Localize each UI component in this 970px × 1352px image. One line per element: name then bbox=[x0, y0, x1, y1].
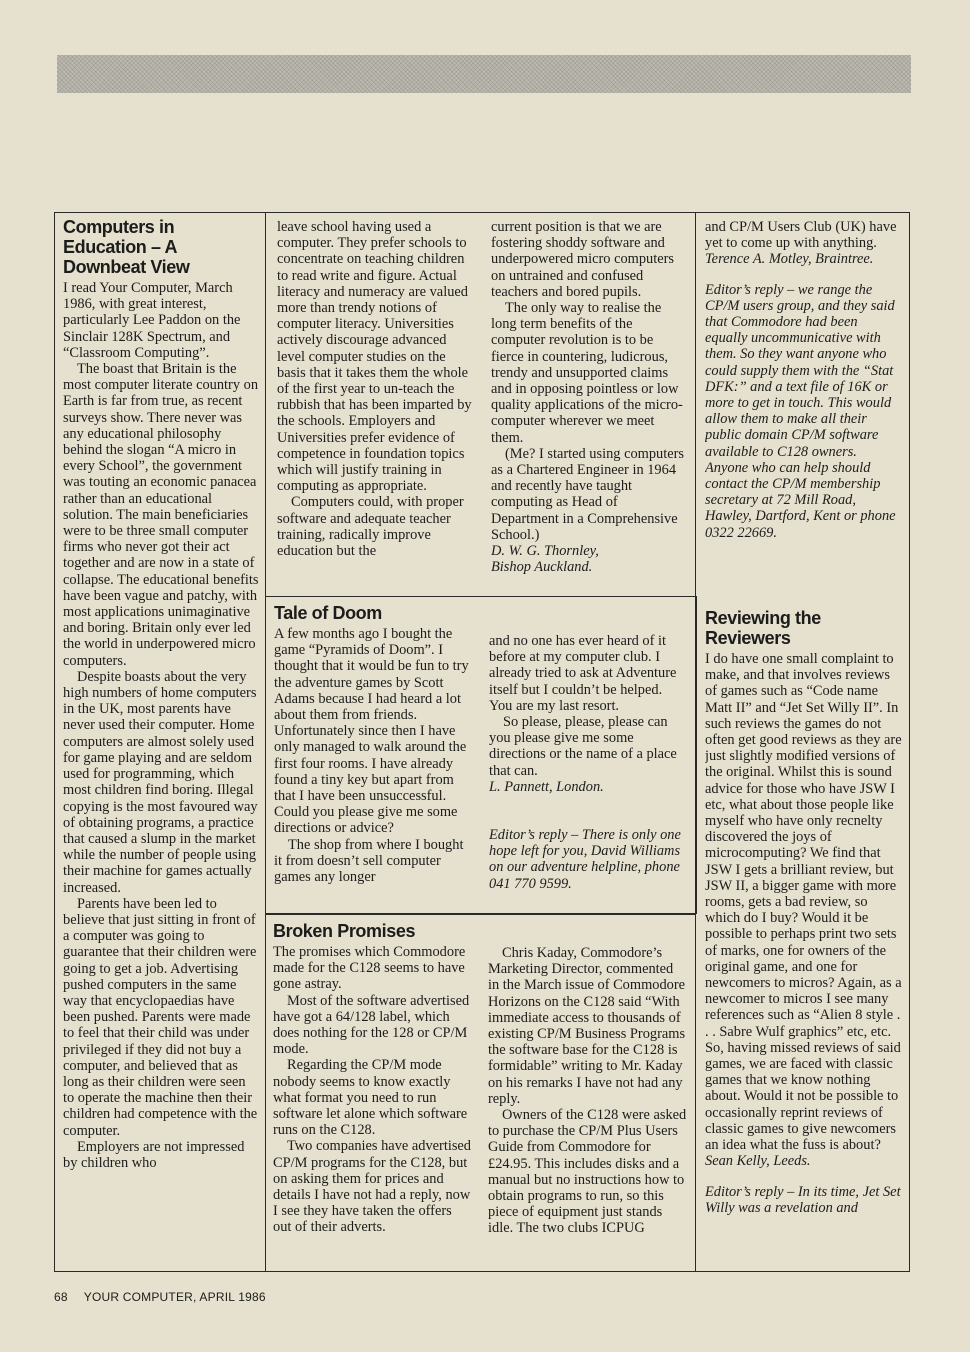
tale-of-doom-col1 bbox=[274, 603, 474, 907]
editor-reply: Editor’s reply – we range the CP/M users group, and they said that Commodore had been equally uncommunicative with them. So they want anyone who could supply them with the “Stat DFK:” and a text file of 16K or more to get in touch. This would allow them to make all their public domain CP/M software available to C128 owners. bbox=[705, 281, 895, 460]
letter-signature: Sean Kelly, Leeds. bbox=[705, 1153, 811, 1170]
paragraph: The shop from where I bought it from doesn’t sell computer games any longer bbox=[274, 836, 464, 886]
editor-reply: Editor’s reply – In its time, Jet Set Willy was a revelation and bbox=[705, 1183, 901, 1216]
paragraph: current position is that we are fostering shoddy software and underpowered micro computers on untrained and confused teachers and bored pupils. bbox=[491, 219, 675, 300]
page-number: 68 bbox=[54, 1290, 68, 1304]
paragraph: and CP/M Users Club (UK) have yet to come up with anything. bbox=[705, 219, 897, 252]
paragraph: The promises which Commodore made for the C128 seems to have gone astray. bbox=[273, 944, 466, 993]
paragraph: I do have one small complaint to make, and that involves reviews of games such as “Code name Matt II” and “Jet Set Willy II”. In such reviews the games do not often get good reviews as they are just slightly modified versions of the original. Whilst this is sound advice for those who have JSW I etc, what about those people like myself who have only recnelty discovered the joys of microcomputing? We find that JSW I gets a brilliant review, but JSW II, a bigger game with more rooms, gets a bad review, so which do I buy? Would it be possible to perhaps print two sets of marks, one for owners of the original game, and one for newcomers to micros? Again, as a newcomer to micros I see many references such as “Alien 8 style . . . Sabre Wulf graphics” etc, etc. So, having missed reviews of said games, we are faced with classic games that we know nothing about. Would it not be possible to occasionally reprint reviews of classic games to give newcomers an idea what the fuss is about? bbox=[705, 651, 902, 1154]
paragraph: leave school having used a computer. They prefer schools to concentrate on teaching children to read write and figure. Actual literacy and numeracy are valued more than trendy notions of computer literacy. Universities actively discourage advanced level computer studies on the basis that it takes them the whole of the first year to un-teach the rubbish that has been imparted by the schools. Employers and Universities prefer evidence of competence in foundation topics which will justify training in computing as appropriate. bbox=[277, 219, 472, 495]
article-title: Tale of Doom bbox=[274, 603, 382, 623]
letter-signature: L. Pannett, London. bbox=[489, 778, 604, 795]
paragraph: Parents have been led to believe that just sitting in front of a computer was going to guarantee that their children were going to get a job. Advertising pushed computers in the same way that encyclopaedias have been pushed. Parents were made to feel that their child was under privileged if they did not buy a computer, and believed that as long as their children were seen to operate the machine then their children had competence with the computer. bbox=[63, 895, 258, 1139]
reviewers-col bbox=[705, 608, 903, 1268]
article-title: Reviewing the Reviewers bbox=[705, 608, 821, 648]
article-education-col1 bbox=[63, 217, 259, 1263]
letter-signature: Bishop Auckland. bbox=[491, 559, 593, 576]
paragraph: So please, please, please can you please give me some directions or the name of a place that can. bbox=[489, 714, 677, 779]
page-footer bbox=[54, 1290, 266, 1304]
article-title: Broken Promises bbox=[273, 921, 416, 941]
paragraph: and no one has ever heard of it before at my computer club. I already tried to ask at Adventure itself but I couldn’t be helped. You are my last resort. bbox=[489, 633, 677, 714]
paragraph: Computers could, with proper software and adequate teacher training, radically improve education but the bbox=[277, 494, 464, 560]
tale-of-doom-col2 bbox=[489, 633, 687, 909]
letter-signature: D. W. G. Thornley, bbox=[491, 543, 599, 560]
editor-reply: Editor’s reply – There is only one hope left for you, David Williams on our adventure helpline, phone 041 770 9599. bbox=[489, 827, 681, 892]
paragraph: Regarding the CP/M mode nobody seems to know exactly what format you need to run software let alone which software runs on the C128. bbox=[273, 1057, 468, 1139]
paragraph: Two companies have advertised CP/M programs for the C128, but on asking them for prices and details I have not had a reply, now I see they have taken the offers out of their adverts. bbox=[273, 1138, 472, 1236]
editor-reply: Anyone who can help should contact the CP/M membership secretary at 72 Mill Road, Hawley, Dartford, Kent or phone 0322 22669. bbox=[705, 459, 896, 541]
paragraph: The boast that Britain is the most computer literate country on Earth is far from true, as recent surveys show. There never was any educational philosophy behind the slogan “A micro in every School”, the government was touting an economic panacea rather than an educational solution. The main beneficiaries were to be three small computer firms who never got their act together and are now in a state of collapse. The educational benefits have been vague and patchy, with most applications unimaginative and boring. Britain only ever led the world in underpowered micro computers. bbox=[63, 361, 259, 669]
article-education-col3 bbox=[491, 219, 689, 591]
paragraph: Chris Kaday, Commodore’s Marketing Director, commented in the March issue of Commodore Horizons on the C128 said “With immediate access to thousands of existing CP/M Business Programs the software base for the C128 is formidable” writing to Mr. Kaday on his remarks I have not had any reply. bbox=[488, 945, 686, 1107]
paragraph: The only way to realise the long term benefits of the computer revolution is to be fierce in countering, ludicrous, trendy and unsupported claims and in opposing pointless or low quality applications of the micro-computer wherever we meet them. bbox=[491, 300, 683, 446]
paragraph: A few months ago I bought the game “Pyramids of Doom”. I thought that it would be fun to try the adventure games by Scott Adams because I had heard a lot about them from friends. Unfortunately since then I have only managed to walk around the first four rooms. I have already found a tiny key but apart from that I have been unsuccessful. Could you please give me some directions or advice? bbox=[274, 626, 469, 837]
broken-promises-col1 bbox=[273, 921, 473, 1265]
letter-signature: Terence A. Motley, Braintree. bbox=[705, 251, 874, 268]
cpm-letter-col bbox=[705, 219, 902, 591]
paragraph: I read Your Computer, March 1986, with great interest, particularly Lee Paddon on the Sinclair 128K Spectrum, and “Classroom Computing”. bbox=[63, 280, 241, 361]
broken-promises-col2 bbox=[488, 945, 688, 1265]
paragraph: (Me? I started using computers as a Chartered Engineer in 1964 and recently have taught computing as Head of Department in a Comprehensive School.) bbox=[491, 445, 685, 543]
publication-line: YOUR COMPUTER, APRIL 1986 bbox=[83, 1290, 266, 1304]
article-education-col2 bbox=[277, 219, 477, 589]
paragraph: Most of the software advertised have got a 64/128 label, which does nothing for the 128 or CP/M mode. bbox=[273, 992, 470, 1058]
header-banner bbox=[57, 55, 911, 93]
paragraph: Owners of the C128 were asked to purchase the CP/M Plus Users Guide from Commodore for £24.95. This includes disks and a manual but no instructions how to obtain programs to run, so this piece of equipment just stands idle. The two clubs ICPUG bbox=[488, 1107, 687, 1237]
paragraph: Employers are not impressed by children who bbox=[63, 1138, 245, 1171]
article-title: Computers in Education – A Downbeat View bbox=[63, 217, 190, 277]
broken-promises-rule bbox=[265, 914, 695, 915]
paragraph: Despite boasts about the very high numbers of home computers in the UK, most parents have never used their computer. Home computers are almost solely used for game playing and are seldom used for programming, which most children find boring. Illegal copying is the most favoured way of obtaining programs, a practice that caused a slump in the market while the number of people using their machine for games actually increased. bbox=[63, 668, 258, 896]
